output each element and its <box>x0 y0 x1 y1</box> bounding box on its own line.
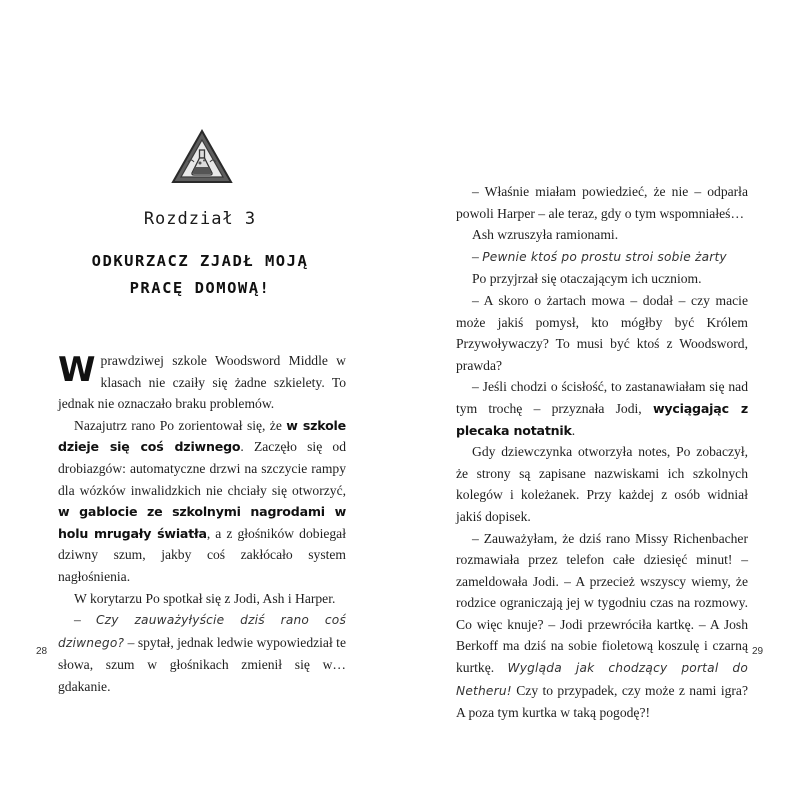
paragraph-text: – spytał, jednak ledwie wypowiedział te słowa, szum w głośnikach zmienił się w… gdakanie. <box>58 634 346 694</box>
paragraph <box>456 528 748 724</box>
paragraph: – Właśnie miałam powiedzieć, że nie – odparła powoli Harper – ale teraz, gdy o tym wspomniałeś… <box>456 184 748 221</box>
paragraph: W korytarzu Po spotkał się z Jodi, Ash i Harper. <box>74 590 336 606</box>
paragraph-text: – Zauważyłam, że dziś rano Missy Richenbacher rozmawiała przez telefon całe dziesięć minut! – zameldowała Jodi. – A przecież wszyscy wiemy, że rodzice ograniczają jej w tygodniu czas na rozmowy. Co więc knuje? – Jodi przewróciła kartkę. – A Josh Berkoff ma dziś na sobie fioletową koszulę i czarną kurtkę. <box>456 530 748 676</box>
paragraph: Gdy dziewczynka otworzyła notes, Po zobaczył, że strony są zapisane nazwiskami ich szkolnych kolegów i koleżanek. Przy każdej z osób widniał jakiś dopisek. <box>456 444 748 524</box>
paragraph: Po przyjrzał się otaczającym ich uczniom. <box>472 271 702 287</box>
paragraph <box>58 350 346 415</box>
handwritten-phrase: Czy zauważyłyście dziś rano coś dziwnego? <box>58 613 346 650</box>
paragraph-text: . <box>571 422 576 438</box>
chapter-title-line: PRACĘ DOMOWĄ! <box>129 279 271 297</box>
paragraph <box>456 376 748 441</box>
chapter-title <box>40 248 360 302</box>
paragraph <box>58 415 346 588</box>
paragraph-text: prawdziwej szkole Woodsword Middle w klasach nie czaiły się żadne szkielety. To jednak nie oznaczało braku problemów. <box>58 353 346 412</box>
left-page-text <box>58 350 346 698</box>
paragraph-text: – Jeśli chodzi o ścisłość, to zastanawiałam się nad tym trochę – przyznała Jodi, <box>456 379 748 416</box>
paragraph-text: Nazajutrz rano Po zorientował się, że <box>74 417 287 433</box>
triangle-flask-icon <box>171 129 233 185</box>
paragraph <box>58 609 346 697</box>
chapter-label: Rozdział 3 <box>143 209 257 229</box>
paragraph: – A skoro o żartach mowa – dodał – czy macie może jakiś pomysł, kto mógłby być Królem Przywoływaczy? To musi być ktoś z Woodsword, prawda? <box>456 292 748 373</box>
paragraph-text: . Zaczęło się od drobiazgów: automatyczne drzwi na szczycie rampy dla wózków inwalidzkich nie chciały się otworzyć, <box>58 439 346 498</box>
paragraph-text: – <box>74 612 96 628</box>
paragraph <box>456 246 748 269</box>
highlighted-phrase: w gablocie ze szkolnymi nagrodami w holu mrugały światła <box>58 504 346 541</box>
highlighted-phrase: wyciągając z plecaka notatnik <box>456 400 748 438</box>
right-page-text <box>456 181 748 724</box>
paragraph-text: , a z głośników dobiegał dziwny szum, jakby coś zakłócało system nagłośnienia. <box>58 525 346 584</box>
handwritten-phrase: Wygląda jak chodzący portal do Netheru! <box>456 661 748 698</box>
paragraph-text: Czy to przypadek, czy może z nami igra? A poza tym kurtka w taką pogodę?! <box>456 682 748 721</box>
handwritten-phrase: Pewnie ktoś po prostu stroi sobie żarty <box>482 249 727 264</box>
highlighted-phrase: w szkole dzieje się coś dziwnego <box>58 417 346 455</box>
page-number: 28 <box>36 646 48 657</box>
chapter-title-line: ODKURZACZ ZJADŁ MOJĄ <box>91 252 309 270</box>
paragraph: Ash wzruszyła ramionami. <box>472 227 619 243</box>
page-number: 29 <box>752 646 764 657</box>
paragraph-text: – <box>472 248 483 264</box>
drop-cap: W <box>58 350 96 390</box>
